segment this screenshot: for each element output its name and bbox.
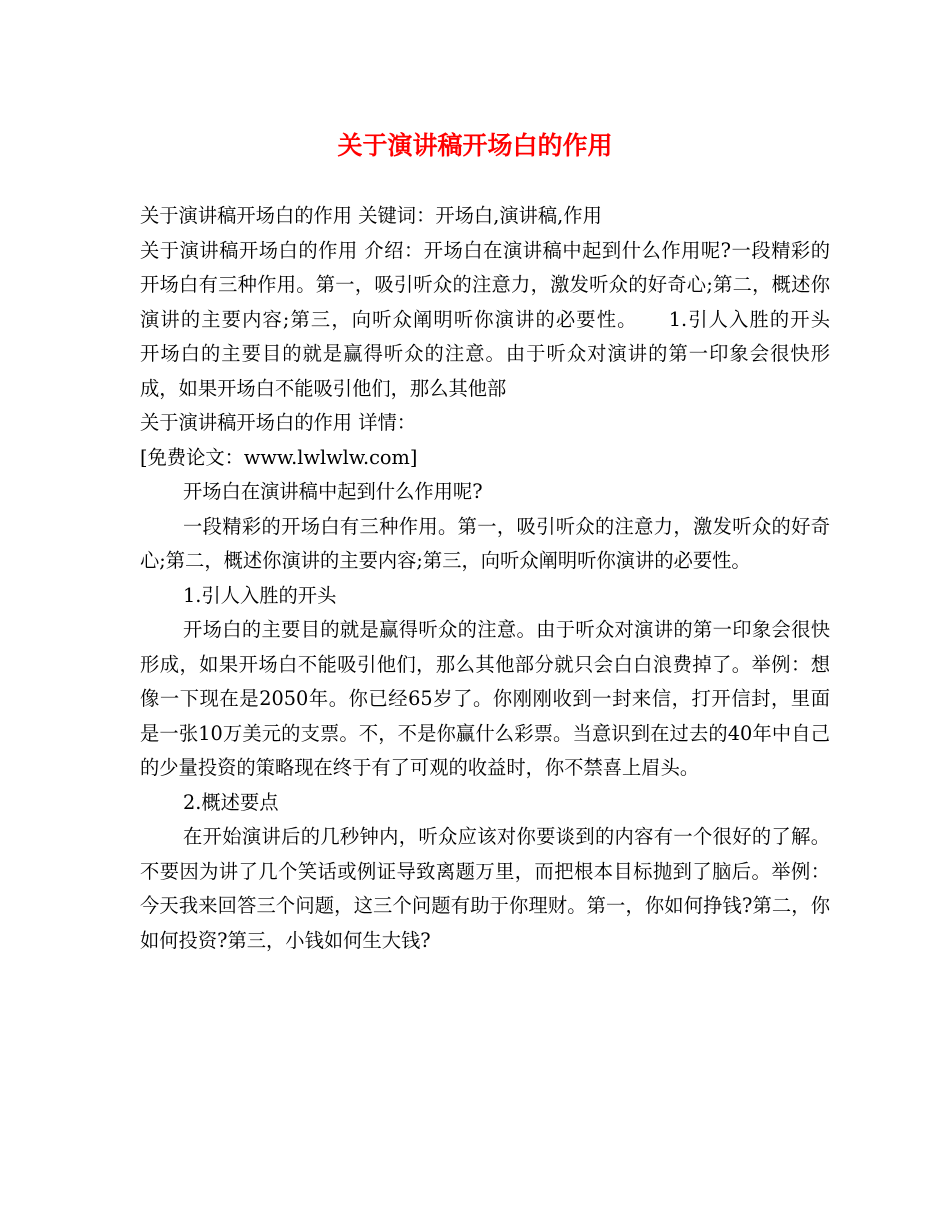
paragraph-2: 一段精彩的开场白有三种作用。第一，吸引听众的注意力，激发听众的好奇心;第二，概述你演讲的主要内容;第三，向听众阐明听你演讲的必要性。 [140, 514, 830, 572]
paragraph-3: 开场白的主要目的就是赢得听众的注意。由于听众对演讲的第一印象会很快形成，如果开场白不能吸引他们，那么其他部分就只会白白浪费掉了。举例：想像一下现在是2050年。你已经65岁了。你刚刚收到一封来信，打开信封，里面是一张10万美元的支票。不，不是你赢什么彩票。当意识到在过去的40年中自己的少量投资的策略现在终于有了可观的收益时，你不禁喜上眉头。 [140, 618, 830, 779]
source-link[interactable]: [免费论文：www.lwlwlw.com] [140, 445, 418, 469]
section-heading-1: 1.引人入胜的开头 [183, 583, 337, 607]
meta-keywords: 关于演讲稿开场白的作用 关键词：开场白,演讲稿,作用 [140, 204, 602, 227]
meta-intro: 关于演讲稿开场白的作用 介绍：开场白在演讲稿中起到什么作用呢?一段精彩的开场白有三种作用。第一，吸引听众的注意力，激发听众的好奇心;第二，概述你演讲的主要内容;第三，向听众阐明听你演讲的必要性。 1.引人入胜的开头 开场白的主要目的就是赢得听众的注意。由于听众对演讲的第一印象会很快形成，如果开场白不能吸引他们，那么其他部 [140, 238, 869, 400]
document-title: 关于演讲稿开场白的作用 [337, 131, 613, 160]
paragraph-4: 在开始演讲后的几秒钟内，听众应该对你要谈到的内容有一个很好的了解。不要因为讲了几个笑话或例证导致离题万里，而把根本目标抛到了脑后。举例：今天我来回答三个问题，这三个问题有助于你理财。第一，你如何挣钱?第二，你如何投资?第三，小钱如何生大钱? [140, 825, 830, 952]
section-heading-2: 2.概述要点 [183, 790, 279, 814]
document-body [140, 199, 869, 958]
meta-detail: 关于演讲稿开场白的作用 详情： [140, 411, 417, 434]
paragraph-1: 开场白在演讲稿中起到什么作用呢? [183, 480, 483, 503]
